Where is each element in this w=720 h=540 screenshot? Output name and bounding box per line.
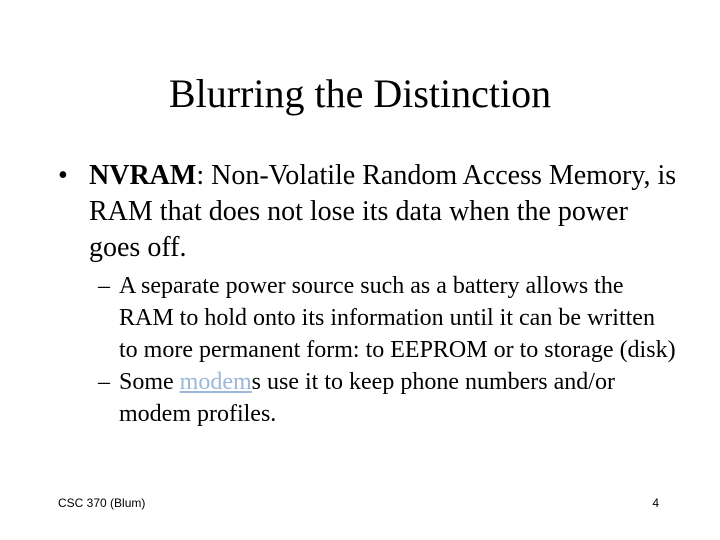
bullet-term: NVRAM [89,160,197,191]
sub-bullet-item [98,270,678,366]
sub-bullet-list [98,270,678,430]
sub-bullet-marker: – [98,369,110,395]
slide-title: Blurring the Distinction [168,71,552,116]
sub-bullet-marker: – [98,273,110,299]
sub-bullet-text-end: s use it to keep phone numbers and/or modem profiles. [119,369,615,427]
sub-bullet-item [98,366,678,430]
bullet-item [58,158,678,266]
sub-bullet-text [119,366,678,430]
bullet-definition: : Non-Volatile Random Access Memory, is RAM that does not lose its data when the power goes off. [89,160,677,263]
footer-course-label: CSC 370 (Blum) [58,496,146,510]
sub-bullet-text: A separate power source such as a battery allows the RAM to hold onto its information until it can be written to more permanent form: to EEPROM or to storage (disk) [119,273,676,363]
bullet-marker: • [58,160,68,191]
bullet-text [89,158,678,266]
page-number: 4 [652,496,659,510]
sub-bullet-text-start: Some [119,369,180,395]
modem-link[interactable]: modem [179,369,252,395]
